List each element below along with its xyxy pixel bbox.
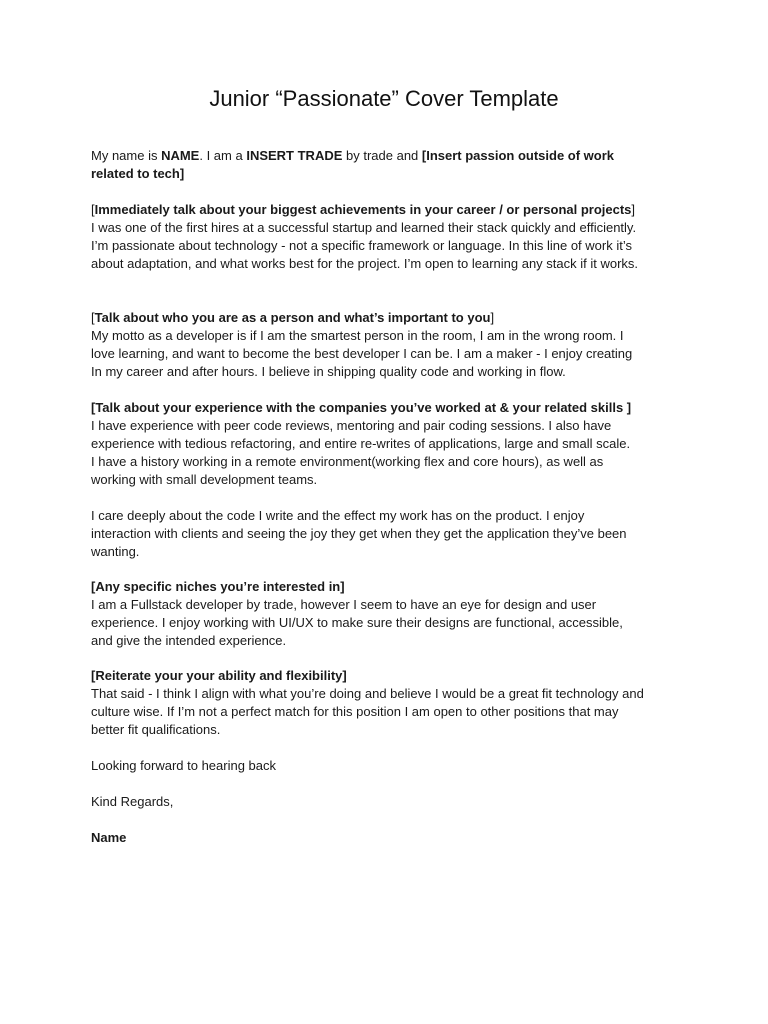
bracket-open: [ xyxy=(91,310,95,325)
experience-heading xyxy=(91,399,691,417)
placeholder-passion-2: related to tech] xyxy=(91,166,185,181)
niches-line: I am a Fullstack developer by trade, however I seem to have an eye for design and user xyxy=(91,597,597,612)
regards-line: Kind Regards, xyxy=(91,794,174,809)
signature-name: Name xyxy=(91,830,127,845)
person-line: In my career and after hours. I believe in shipping quality code and working in flow. xyxy=(91,364,566,379)
intro-line-1 xyxy=(91,147,691,165)
person-heading-text: Talk about who you are as a person and what’s important to you xyxy=(94,310,491,325)
intro-text-1: My name is xyxy=(91,148,162,163)
reiterate-paragraph xyxy=(91,667,691,739)
document-title: Junior “Passionate” Cover Template xyxy=(209,86,559,111)
care-line: I care deeply about the code I write and the effect my work has on the product. I enjoy xyxy=(91,508,585,523)
care-paragraph xyxy=(91,507,691,561)
bracket-close: ] xyxy=(490,310,495,325)
reiterate-heading xyxy=(91,667,691,685)
achievements-line: I was one of the first hires at a successful startup and learned their stack quickly and efficiently. xyxy=(91,220,637,235)
intro-text-3: by trade and xyxy=(342,148,422,163)
document-body xyxy=(91,147,691,847)
experience-line: experience with tedious refactoring, and entire re-writes of applications, large and small scale. xyxy=(91,436,631,451)
person-line: My motto as a developer is if I am the smartest person in the room, I am in the wrong room. I xyxy=(91,328,624,343)
care-line: wanting. xyxy=(91,544,140,559)
niches-paragraph xyxy=(91,578,691,650)
achievements-line: about adaptation, and what works best for the project. I’m open to learning any stack if it works. xyxy=(91,256,639,271)
achievements-heading-text: Immediately talk about your biggest achievements in your career / or personal projects xyxy=(94,202,632,217)
placeholder-passion-1: [Insert passion outside of work xyxy=(421,148,615,163)
reiterate-line: better fit qualifications. xyxy=(91,722,221,737)
reiterate-line: That said - I think I align with what you’re doing and believe I would be a great fit technology and xyxy=(91,686,644,701)
experience-paragraph xyxy=(91,399,691,489)
experience-line: I have experience with peer code reviews, mentoring and pair coding sessions. I also have xyxy=(91,418,612,433)
experience-heading-text: [Talk about your experience with the companies you’ve worked at & your related skills ] xyxy=(91,400,632,415)
signature-paragraph xyxy=(91,829,691,847)
placeholder-name: NAME xyxy=(161,148,200,163)
intro-paragraph xyxy=(91,147,691,183)
placeholder-trade: INSERT TRADE xyxy=(246,148,343,163)
closing-paragraph xyxy=(91,757,691,775)
bracket-open: [ xyxy=(91,202,95,217)
niches-heading-text: [Any specific niches you’re interested in] xyxy=(91,579,345,594)
bracket-close: ] xyxy=(631,202,636,217)
reiterate-line: culture wise. If I’m not a perfect match for this position I am open to other positions that may xyxy=(91,704,619,719)
person-heading xyxy=(91,309,691,327)
niches-line: and give the intended experience. xyxy=(91,633,287,648)
person-paragraph xyxy=(91,309,691,381)
intro-line-2 xyxy=(91,165,691,183)
achievements-heading xyxy=(91,201,691,219)
experience-line: working with small development teams. xyxy=(91,472,318,487)
reiterate-heading-text: [Reiterate your your ability and flexibility] xyxy=(91,668,347,683)
intro-text-2: . I am a xyxy=(199,148,247,163)
care-line: interaction with clients and seeing the joy they get when they get the application they’ve been xyxy=(91,526,627,541)
person-line: love learning, and want to become the best developer I can be. I am a maker - I enjoy creating xyxy=(91,346,633,361)
experience-line: I have a history working in a remote environment(working flex and core hours), as well as xyxy=(91,454,604,469)
closing-line: Looking forward to hearing back xyxy=(91,758,277,773)
signature-line xyxy=(91,829,691,847)
niches-heading xyxy=(91,578,691,596)
achievements-paragraph xyxy=(91,201,691,273)
niches-line: experience. I enjoy working with UI/UX to make sure their designs are functional, accessible, xyxy=(91,615,623,630)
achievements-line: I’m passionate about technology - not a specific framework or language. In this line of work it’s xyxy=(91,238,632,253)
regards-paragraph xyxy=(91,793,691,811)
